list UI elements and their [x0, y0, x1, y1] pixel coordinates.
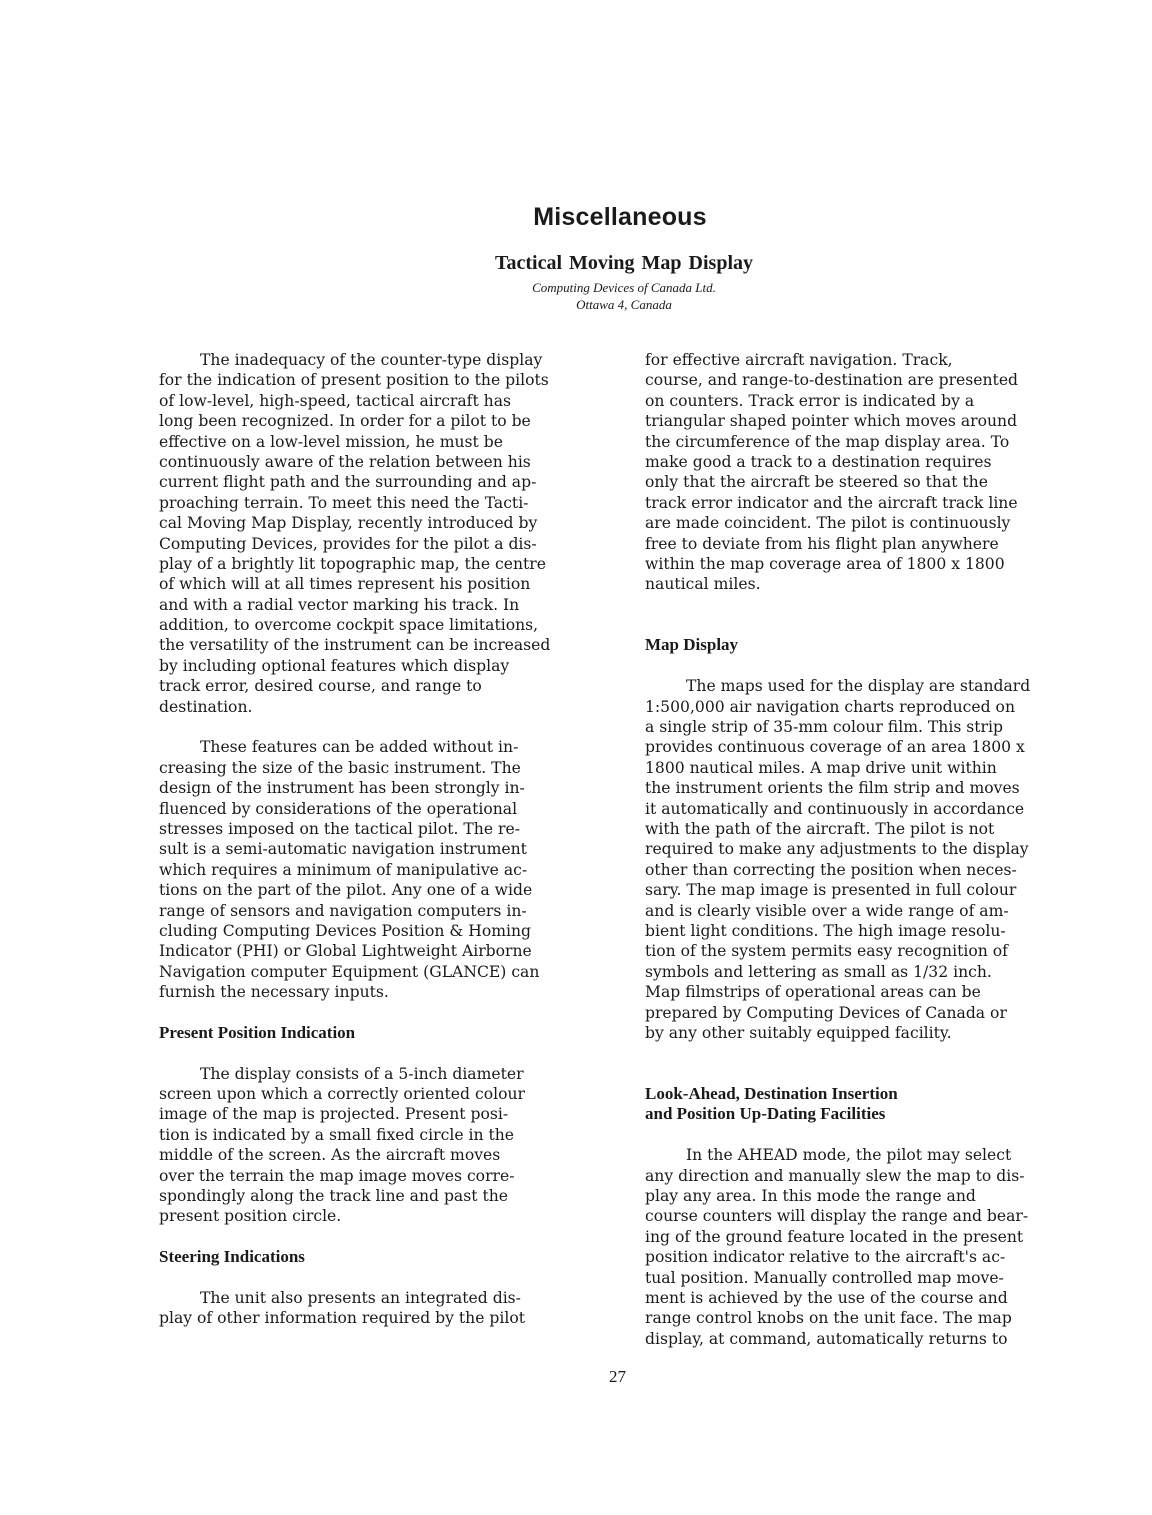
text-line: present position circle. [159, 1207, 342, 1226]
paragraph-gap [159, 1268, 599, 1288]
steering-paragraph [159, 1288, 599, 1329]
text-line: course, and range-to-destination are presented [645, 371, 1019, 390]
left-column [159, 350, 599, 1329]
text-line: In the AHEAD mode, the pilot may select [686, 1146, 1012, 1165]
text-line: 1800 nautical miles. A map drive unit within [645, 758, 997, 777]
text-line: nautical miles. [645, 575, 761, 594]
text-line: Computing Devices, provides for the pilot a dis- [159, 534, 537, 553]
paragraph-gap [159, 1043, 599, 1063]
text-line: free to deviate from his flight plan anywhere [645, 534, 999, 553]
text-line: range control knobs on the unit face. The map [645, 1309, 1012, 1328]
affiliation-location: Ottawa 4, Canada [576, 297, 672, 312]
right-column [645, 350, 1095, 1349]
steering-continued-paragraph [645, 350, 1095, 595]
text-line: creasing the size of the basic instrument. The [159, 758, 521, 777]
text-line: ing of the ground feature located in the present [645, 1227, 1024, 1246]
text-line: on counters. Track error is indicated by a [645, 391, 975, 410]
text-line: it automatically and continuously in accordance [645, 799, 1025, 818]
text-line: stresses imposed on the tactical pilot. The re- [159, 819, 520, 838]
text-line: within the map coverage area of 1800 x 1800 [645, 554, 1005, 573]
heading-line: Present Position Indication [159, 1022, 356, 1042]
text-line: the circumference of the map display area. To [645, 432, 1010, 451]
text-line: for the indication of present position to the pilots [159, 371, 549, 390]
text-line: current flight path and the surrounding and ap- [159, 473, 537, 492]
text-line: are made coincident. The pilot is continuously [645, 514, 1011, 533]
affiliation-company: Computing Devices of Canada Ltd. [532, 280, 716, 295]
text-line: over the terrain the map image moves corre- [159, 1166, 515, 1185]
heading-line: Map Display [645, 635, 739, 655]
text-line: addition, to overcome cockpit space limitations, [159, 616, 539, 635]
text-line: sult is a semi-automatic navigation instrument [159, 840, 527, 859]
text-line: tion of the system permits easy recognition of [645, 942, 1008, 961]
paragraph-gap [645, 1043, 1095, 1063]
look-ahead-heading [645, 1084, 1095, 1125]
text-line: of low-level, high-speed, tactical aircraft has [159, 391, 512, 410]
text-line: provides continuous coverage of an area 1800 x [645, 738, 1025, 757]
text-line: by any other suitably equipped facility. [645, 1023, 952, 1042]
text-line: continuously aware of the relation between his [159, 452, 531, 471]
paragraph-gap [159, 1003, 599, 1023]
paragraph-gap [645, 615, 1095, 635]
text-line: prepared by Computing Devices of Canada or [645, 1003, 1007, 1022]
text-line: required to make any adjustments to the display [645, 840, 1029, 859]
text-line: tual position. Manually controlled map move- [645, 1268, 1004, 1287]
text-line: furnish the necessary inputs. [159, 983, 389, 1002]
text-line: play of a brightly lit topographic map, the centre [159, 554, 546, 573]
text-line: other than correcting the position when neces- [645, 860, 1017, 879]
text-line: destination. [159, 697, 253, 716]
text-line: for effective aircraft navigation. Track, [645, 351, 953, 369]
text-line: Navigation computer Equipment (GLANCE) can [159, 962, 540, 981]
text-line: symbols and lettering as small as 1/32 inch. [645, 962, 992, 981]
text-line: and Position Up-Dating Facilities [645, 1104, 886, 1124]
text-line: ment is achieved by the use of the course and [645, 1288, 1008, 1307]
paragraph-gap [159, 1227, 599, 1247]
text-line: design of the instrument has been strongly in- [159, 779, 525, 798]
text-line: Map filmstrips of operational areas can be [645, 983, 981, 1002]
paragraph-gap [645, 1125, 1095, 1145]
text-line: range of sensors and navigation computers in- [159, 901, 527, 920]
text-line: effective on a low-level mission, he must be [159, 432, 503, 451]
text-line: the instrument orients the film strip and moves [645, 779, 1020, 798]
paragraph-gap [645, 595, 1095, 615]
present-position-heading [159, 1023, 599, 1043]
text-line: 1:500,000 air navigation charts reproduced on [645, 697, 1015, 716]
text-line: cluding Computing Devices Position & Homing [159, 921, 532, 940]
paragraph-gap [159, 717, 599, 737]
text-line: proaching terrain. To meet this need the Tacti- [159, 493, 529, 512]
map-display-heading [645, 635, 1095, 655]
text-line: long been recognized. In order for a pilot to be [159, 412, 531, 431]
text-line: and is clearly visible over a wide range of am- [645, 901, 1009, 920]
text-line: tions on the part of the pilot. Any one of a wide [159, 881, 533, 900]
text-line: make good a track to a destination requires [645, 452, 992, 471]
text-line: with the path of the aircraft. The pilot is not [645, 819, 995, 838]
paragraph-gap [645, 656, 1095, 676]
text-line: of which will at all times represent his position [159, 575, 531, 594]
text-line: tion is indicated by a small fixed circle in the [159, 1125, 515, 1144]
intro-paragraph [159, 350, 599, 717]
text-line: course counters will display the range and bear- [645, 1207, 1029, 1226]
section-title: Miscellaneous [533, 203, 707, 231]
text-line: bient light conditions. The high image resolu- [645, 921, 1006, 940]
text-line: the versatility of the instrument can be increased [159, 636, 551, 655]
text-line: Indicator (PHI) or Global Lightweight Airborne [159, 942, 532, 961]
text-line: a single strip of 35-mm colour film. This strip [645, 718, 1003, 737]
text-line: which requires a minimum of manipulative ac- [159, 860, 528, 879]
text-line: display, at command, automatically returns to [645, 1329, 1008, 1348]
heading-line: Steering Indications [159, 1247, 305, 1267]
text-line: image of the map is projected. Present posi- [159, 1105, 509, 1124]
text-line: by including optional features which display [159, 656, 510, 675]
paragraph-gap [645, 1064, 1095, 1084]
look-ahead-paragraph [645, 1145, 1095, 1349]
text-line: play of other information required by the pilot [159, 1309, 526, 1328]
text-line: The maps used for the display are standard [686, 677, 1031, 696]
text-line: play any area. In this mode the range and [645, 1187, 976, 1206]
text-line: Look-Ahead, Destination Insertion [645, 1084, 898, 1104]
text-line: The inadequacy of the counter-type display [200, 351, 543, 369]
text-line: and with a radial vector marking his track. In [159, 595, 520, 614]
text-line: triangular shaped pointer which moves around [645, 412, 1018, 431]
text-line: only that the aircraft be steered so that the [645, 473, 988, 492]
text-line: middle of the screen. As the aircraft moves [159, 1146, 501, 1165]
features-paragraph [159, 737, 599, 1002]
text-line: position indicator relative to the aircraft's ac- [645, 1248, 1006, 1267]
text-line: These features can be added without in- [200, 738, 519, 757]
steering-heading [159, 1247, 599, 1267]
page-number: 27 [609, 1367, 626, 1386]
text-line: screen upon which a correctly oriented colour [159, 1085, 525, 1104]
map-display-paragraph [645, 676, 1095, 1043]
text-line: sary. The map image is presented in full colour [645, 881, 1017, 900]
text-line: The unit also presents an integrated dis- [200, 1288, 521, 1307]
article-title: Tactical Moving Map Display [494, 252, 754, 274]
text-line: cal Moving Map Display, recently introduced by [159, 514, 538, 533]
present-position-paragraph [159, 1064, 599, 1227]
text-line: spondingly along the track line and past the [159, 1187, 508, 1206]
text-line: any direction and manually slew the map to dis- [645, 1166, 1025, 1185]
text-line: track error, desired course, and range to [159, 677, 482, 696]
text-line: fluenced by considerations of the operational [159, 799, 518, 818]
text-line: The display consists of a 5-inch diameter [200, 1064, 524, 1083]
text-line: track error indicator and the aircraft track line [645, 493, 1018, 512]
